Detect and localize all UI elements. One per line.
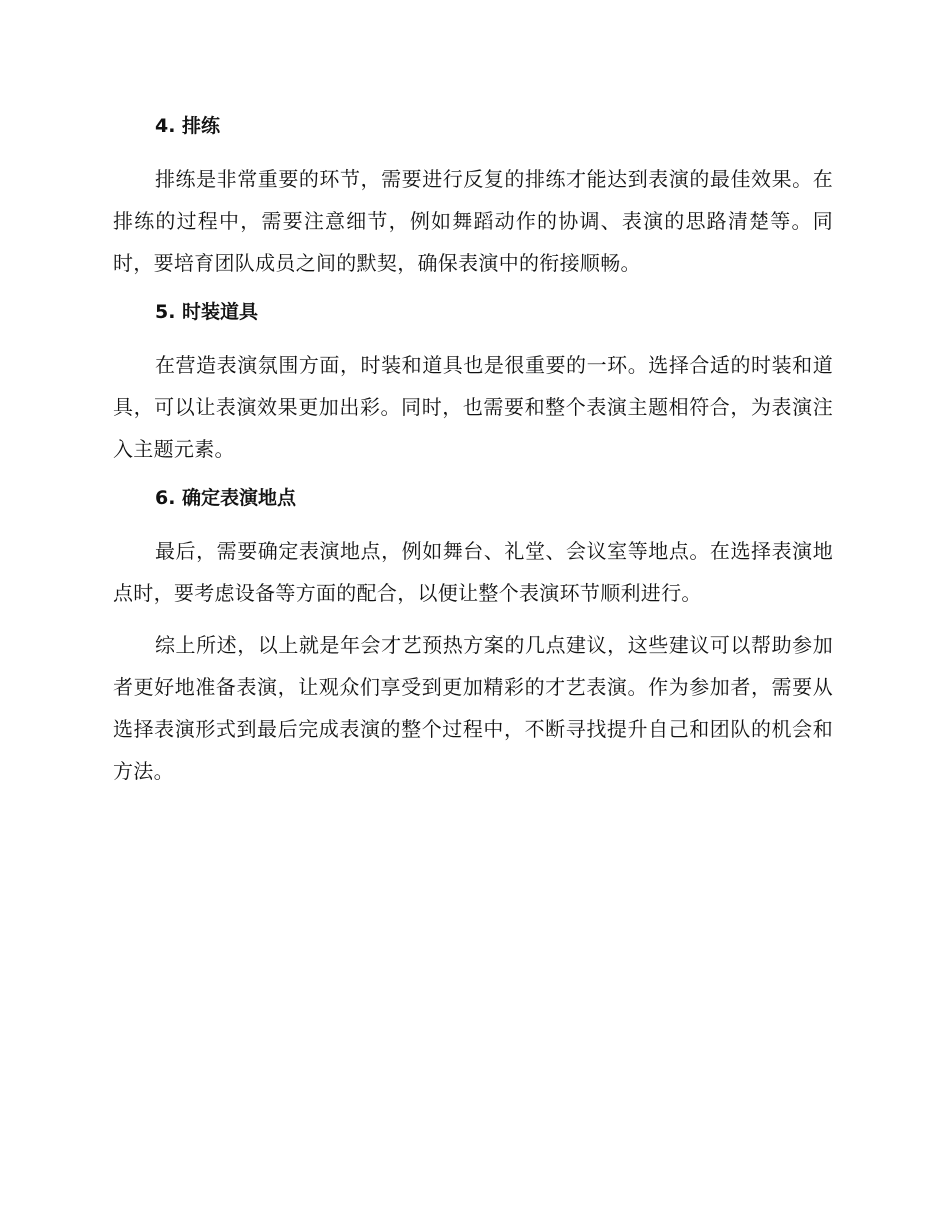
- section-heading-rehearsal: 4. 排练: [155, 115, 221, 137]
- section-heading-costumes-props: 5. 时装道具: [155, 301, 259, 323]
- conclusion-paragraph: 综上所述，以上就是年会才艺预热方案的几点建议，这些建议可以帮助参加者更好地准备表演，让观众们享受到更加精彩的才艺表演。作为参加者，需要从选择表演形式到最后完成表演的整个过程中，不断寻找提升自己和团队的机会和方法。: [113, 633, 833, 783]
- section-paragraph-costumes-props: 在营造表演氛围方面，时装和道具也是很重要的一环。选择合适的时装和道具，可以让表演效果更加出彩。同时，也需要和整个表演主题相符合，为表演注入主题元素。: [113, 353, 833, 461]
- document-body: [113, 108, 833, 802]
- section-paragraph-venue: 最后，需要确定表演地点，例如舞台、礼堂、会议室等地点。在选择表演地点时，要考虑设备等方面的配合，以便让整个表演环节顺利进行。: [113, 539, 833, 605]
- section-heading-venue: 6. 确定表演地点: [155, 487, 297, 509]
- section-paragraph-rehearsal: 排练是非常重要的环节，需要进行反复的排练才能达到表演的最佳效果。在排练的过程中，需要注意细节，例如舞蹈动作的协调、表演的思路清楚等。同时，要培育团队成员之间的默契，确保表演中的衔接顺畅。: [113, 167, 833, 275]
